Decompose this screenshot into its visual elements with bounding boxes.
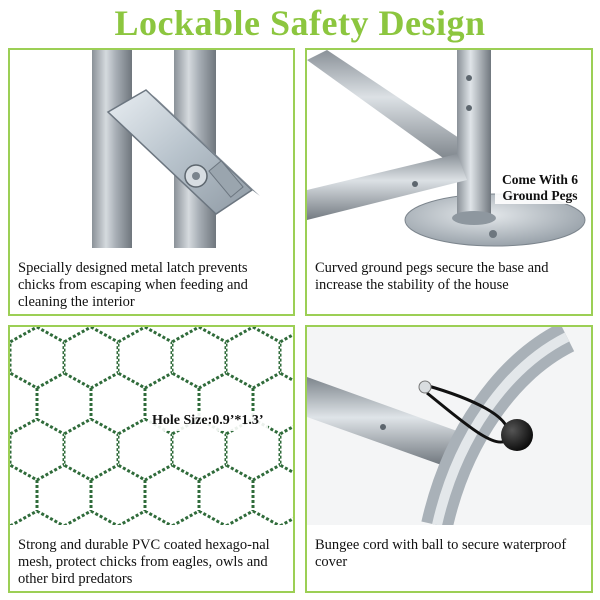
bungee-photo (307, 327, 591, 525)
latch-caption: Specially designed metal latch prevents chicks from escaping when feeding and cleaning the interior (18, 260, 248, 310)
panel-metal-latch (8, 48, 295, 316)
ground-peg-photo (307, 50, 591, 248)
ground-pegs-caption: Curved ground pegs secure the base and increase the stability of the house (315, 260, 549, 293)
ground-pegs-callout: Come With 6 Ground Pegs (495, 172, 585, 204)
bungee-caption: Bungee cord with ball to secure waterproof cover (315, 537, 567, 570)
hole-size-callout: Hole Size:0.9’*1.3’ (148, 411, 268, 431)
latch-photo (10, 50, 293, 248)
hex-mesh-caption: Strong and durable PVC coated hexago-nal mesh, protect chicks from eagles, owls and other bird predators (18, 537, 270, 587)
panel-hex-mesh (8, 325, 295, 593)
page-title: Lockable Safety Design (114, 3, 486, 43)
panel-ground-pegs (305, 48, 593, 316)
panel-bungee-cord (305, 325, 593, 593)
